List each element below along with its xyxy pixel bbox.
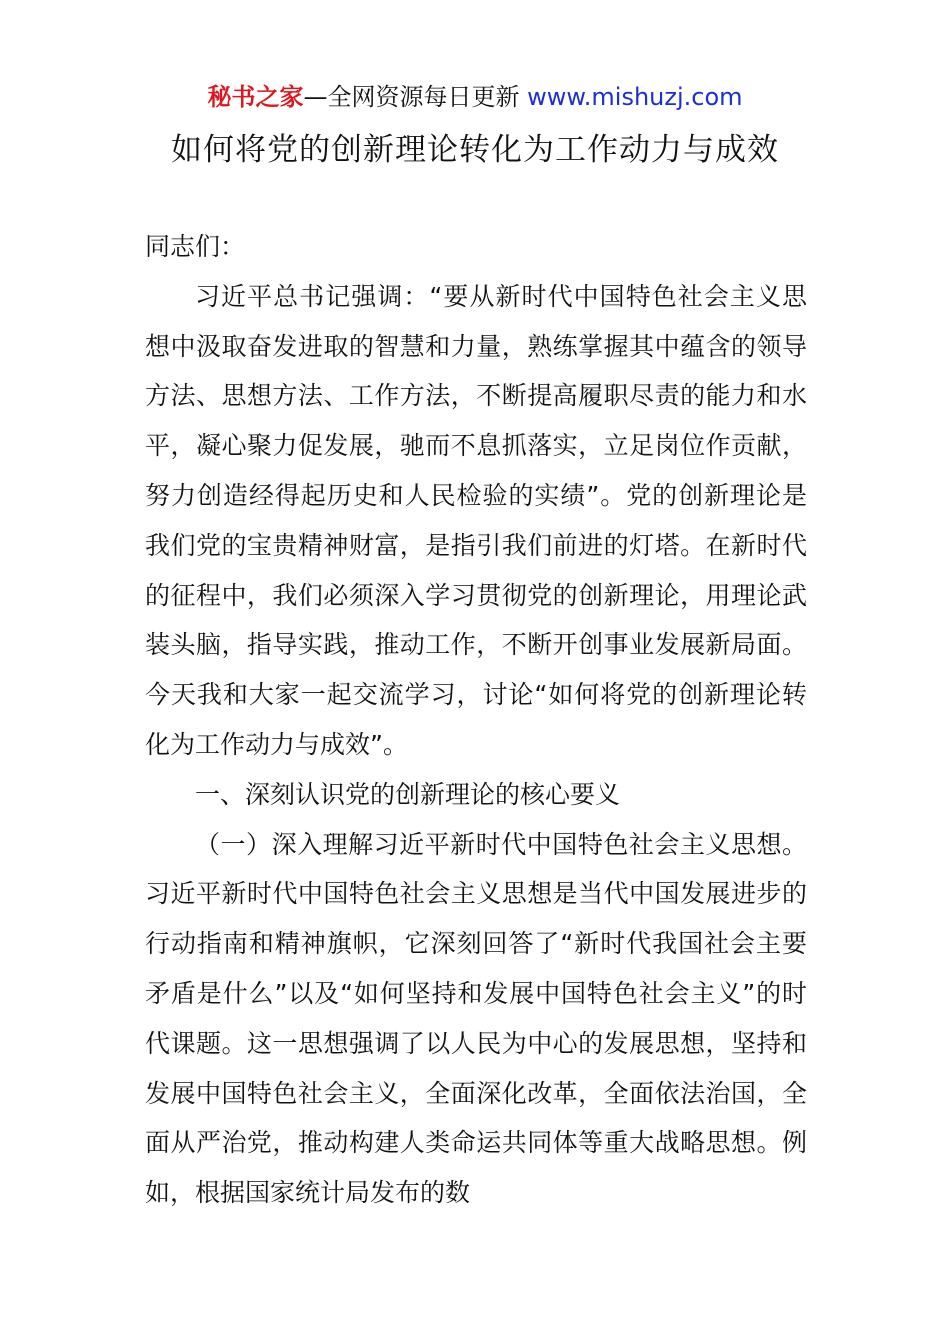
document-body	[145, 222, 807, 1218]
intro-paragraph: 习近平总书记强调：“要从新时代中国特色社会主义思想中汲取奋发进取的智慧和力量，熟练掌握其中蕴含的领导方法、思想方法、工作方法，不断提高履职尽责的能力和水平，凝心聚力促发展，驰而不息抓落实，立足岗位作贡献，努力创造经得起历史和人民检验的实绩”。党的创新理论是我们党的宝贵精神财富，是指引我们前进的灯塔。在新时代的征程中，我们必须深入学习贯彻党的创新理论，用理论武装头脑，指导实践，推动工作，不断开创事业发展新局面。今天我和大家一起交流学习，讨论“如何将党的创新理论转化为工作动力与成效”。	[145, 281, 807, 759]
site-url-link[interactable]: www.mishuzj.com	[527, 83, 743, 111]
section-heading: 一、深刻认识党的创新理论的核心要义	[195, 779, 621, 809]
site-header	[0, 82, 950, 112]
document-title: 如何将党的创新理论转化为工作动力与成效	[171, 132, 779, 168]
subsection-paragraph: （一）深入理解习近平新时代中国特色社会主义思想。习近平新时代中国特色社会主义思想是当代中国发展进步的行动指南和精神旗帜，它深刻回答了“新时代我国社会主要矛盾是什么”以及“如何坚持和发展中国特色社会主义”的时代课题。这一思想强调了以人民为中心的发展思想，坚持和发展中国特色社会主义，全面深化改革，全面依法治国，全面从严治党，推动构建人类命运共同体等重大战略思想。例如，根据国家统计局发布的数	[145, 829, 807, 1208]
site-tagline: —全网资源每日更新	[303, 83, 528, 111]
salutation: 同志们：	[145, 232, 246, 261]
brand-name: 秘书之家	[207, 83, 304, 111]
